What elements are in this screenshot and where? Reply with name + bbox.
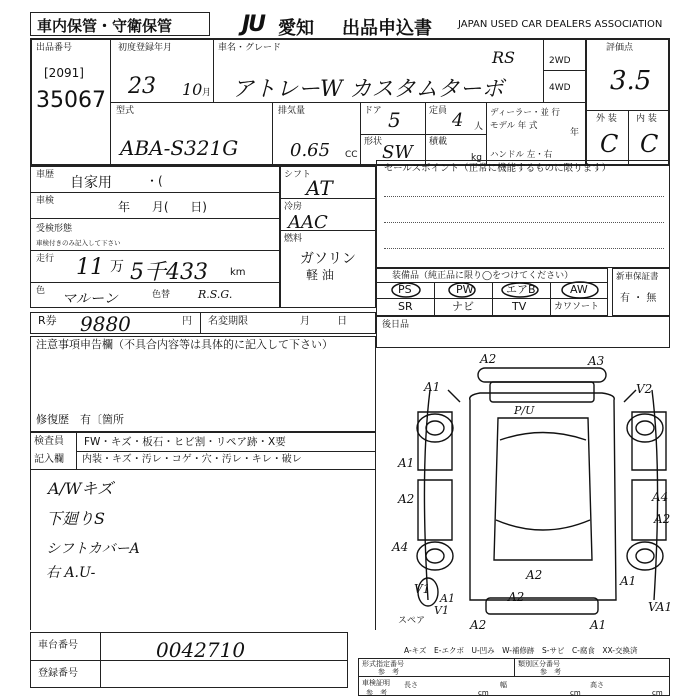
- receipt-note: 車検付きのみ記入して下さい: [36, 239, 121, 247]
- label-history: 車歴: [36, 170, 55, 180]
- mark-a4-right: A4: [652, 490, 669, 504]
- mark-a2-rear: A2: [526, 568, 543, 582]
- mark-a2-right: A2: [654, 512, 671, 526]
- label-reference-3: 参 考: [366, 689, 387, 697]
- label-capacity: 定員: [429, 106, 448, 116]
- association-name: JAPAN USED CAR DEALERS ASSOCIATION: [458, 19, 663, 30]
- car-name: アトレーW カスタムターボ: [232, 77, 504, 102]
- label-equipment: 装備品（純正品に限り◯をつけてください）: [392, 271, 574, 281]
- label-rating: 評価点: [606, 43, 634, 53]
- label-width: 幅: [500, 681, 507, 689]
- mark-v1-left-low: V1: [434, 604, 449, 617]
- repair-history: 修復歴 有〔箇所: [36, 413, 124, 426]
- reg-year: 23: [128, 74, 156, 99]
- label-registration-number: 登録番号: [38, 668, 78, 679]
- mark-a2-spare: A2: [470, 618, 487, 632]
- label-cm-1: cm: [478, 689, 489, 697]
- label-displacement: 排気量: [278, 106, 306, 116]
- mark-va1: VA1: [648, 600, 673, 614]
- capacity-value: 4: [452, 110, 464, 131]
- recycle-unit: 円: [182, 316, 192, 327]
- label-height: 高さ: [590, 681, 604, 689]
- mark-a1-right: A1: [620, 574, 637, 588]
- mark-pu: P/U: [514, 404, 535, 417]
- label-vehicle-cert: 車検証明: [362, 679, 390, 687]
- lot-bracket: [2091]: [44, 66, 84, 80]
- mileage-unit: km: [230, 267, 246, 278]
- label-handle: ハンドル 左・右: [490, 150, 553, 160]
- label-new-warranty: 新車保証書: [616, 272, 659, 282]
- equip-tv: TV: [512, 300, 527, 313]
- mark-a2-top: A2: [480, 352, 497, 366]
- ju-logo: JU: [242, 12, 265, 37]
- handwritten-note-2: 下廻りS: [46, 509, 105, 528]
- label-category-number: 類別区分番号: [518, 660, 560, 668]
- org-name: 愛知: [278, 18, 314, 39]
- notes-title: 注意事項申告欄（不具合内容等は具体的に記入して下さい）: [36, 338, 333, 351]
- label-first-registration: 初度登録年月: [118, 43, 173, 53]
- label-shift: シフト: [284, 170, 312, 180]
- label-name-change: 名変期限: [208, 316, 248, 327]
- mark-a1-left: A1: [398, 456, 415, 470]
- color-change-note: R.S.G.: [198, 288, 233, 301]
- interior-grade: C: [640, 130, 659, 158]
- label-cm-3: cm: [652, 689, 663, 697]
- grade-value: RS: [492, 48, 516, 67]
- mark-a1-spare: A1: [590, 618, 607, 632]
- label-color-change: 色替: [152, 290, 171, 300]
- shift-value: AT: [306, 176, 333, 200]
- label-spec-number: 形式指定番号: [362, 660, 404, 668]
- equip-airbag: エアB: [506, 283, 536, 296]
- mileage-rest: 5千433: [130, 260, 208, 285]
- equip-cassette: カワソート: [554, 302, 600, 312]
- equip-aw: AW: [570, 283, 588, 296]
- storage-note: 車内保管・守衛保管: [37, 17, 173, 35]
- label-dealer-import: ディーラー・並 行: [490, 108, 561, 118]
- fuel-value: ガソリン: [300, 251, 356, 267]
- label-doors: ドア: [364, 106, 382, 116]
- inspection-date: 年 月( 日): [118, 200, 207, 214]
- inspect-row2: 内装・キズ・汚レ・コゲ・穴・汚レ・キレ・破レ: [82, 454, 302, 465]
- label-inspector: 検査員: [34, 436, 64, 447]
- label-selling-points: セールスポイント（正常に機能するものに限ります）: [384, 163, 612, 174]
- reg-month: 10: [182, 80, 203, 99]
- label-4wd: 4WD: [549, 83, 571, 93]
- label-reference-2: 参 考: [540, 668, 561, 676]
- doors-value: 5: [388, 108, 401, 132]
- chassis-number-value: 0042710: [156, 638, 246, 662]
- label-mileage: 走行: [36, 254, 55, 264]
- shape-value: SW: [382, 142, 413, 163]
- color-value: マルーン: [62, 291, 118, 307]
- equip-pw: PW: [456, 283, 474, 296]
- warranty-options: 有 ・ 無: [620, 293, 657, 304]
- handwritten-note-1: A/Wキズ: [48, 479, 114, 498]
- mileage-man-unit: 万: [110, 259, 124, 275]
- label-length: 長さ: [404, 681, 418, 689]
- equip-ps: PS: [398, 283, 412, 296]
- label-cm-2: cm: [570, 689, 581, 697]
- aircon-value: AAC: [288, 212, 328, 233]
- reg-month-unit: 月: [202, 88, 212, 98]
- label-cc: CC: [345, 150, 358, 160]
- label-history-suffix: ・(: [146, 174, 163, 188]
- label-lot-number: 出品番号: [36, 43, 73, 53]
- mark-a1-left-top: A1: [424, 380, 441, 394]
- label-shape: 形状: [364, 137, 383, 147]
- equip-navi: ナビ: [452, 300, 474, 313]
- label-model-grade: 車名・グレード: [218, 43, 282, 53]
- damage-legend: A-キズ E-エクボ U-凹み W-補修跡 S-サビ C-腐食 XX-交換済: [404, 646, 638, 655]
- mark-v2: V2: [636, 382, 653, 396]
- mileage-man: 11: [76, 255, 104, 280]
- fuel-diesel: 軽 油: [306, 268, 334, 282]
- label-receipt-form: 受検形態: [36, 224, 73, 234]
- label-weight-unit: kg: [471, 153, 482, 163]
- label-aircon: 冷房: [284, 202, 303, 212]
- history-value: 自家用: [70, 175, 112, 191]
- exterior-grade: C: [600, 130, 619, 158]
- label-spare: スペア: [398, 616, 426, 626]
- label-2wd: 2WD: [549, 56, 571, 66]
- label-capacity-unit: 人: [474, 122, 484, 132]
- label-year-unit: 年: [570, 128, 580, 138]
- label-recycle: R券: [38, 314, 57, 327]
- form-title: 出品申込書: [342, 18, 432, 39]
- label-color: 色: [36, 286, 46, 296]
- handwritten-note-4: 右 A.U-: [46, 565, 96, 581]
- lot-number-value: 35067: [36, 88, 106, 113]
- label-fuel: 燃料: [284, 234, 303, 244]
- label-reference-1: 参 考: [378, 668, 399, 676]
- mark-a4-left: A4: [392, 540, 409, 554]
- mark-a3: A3: [588, 354, 605, 368]
- handwritten-note-3: シフトカバーA: [46, 541, 140, 557]
- label-exterior: 外 装: [596, 114, 617, 124]
- mark-a1-bottom-left: A1: [440, 592, 455, 605]
- score-value: 3.5: [610, 66, 652, 96]
- label-inspection: 車検: [36, 196, 55, 206]
- mark-v1-left: V1: [414, 582, 431, 596]
- equip-sr: SR: [398, 300, 413, 313]
- inspect-row1: FW・キズ・板石・ヒビ割・リペア跡・X要: [84, 436, 286, 448]
- mark-a2-bottom: A2: [508, 590, 525, 604]
- model-code: ABA-S321G: [120, 136, 239, 160]
- label-interior: 内 装: [636, 114, 657, 124]
- label-post-day: 後日品: [382, 320, 410, 330]
- label-model-type: 型式: [116, 106, 135, 116]
- label-entry-field: 記入欄: [34, 454, 64, 465]
- label-model-year: モデル 年 式: [490, 121, 538, 131]
- recycle-fee: 9880: [80, 312, 131, 336]
- label-weight: 積載: [429, 137, 448, 147]
- label-chassis-number: 車台番号: [38, 640, 78, 651]
- mark-a2-left: A2: [398, 492, 415, 506]
- displacement-value: 0.65: [290, 140, 331, 161]
- name-change-md: 月 日: [300, 316, 348, 327]
